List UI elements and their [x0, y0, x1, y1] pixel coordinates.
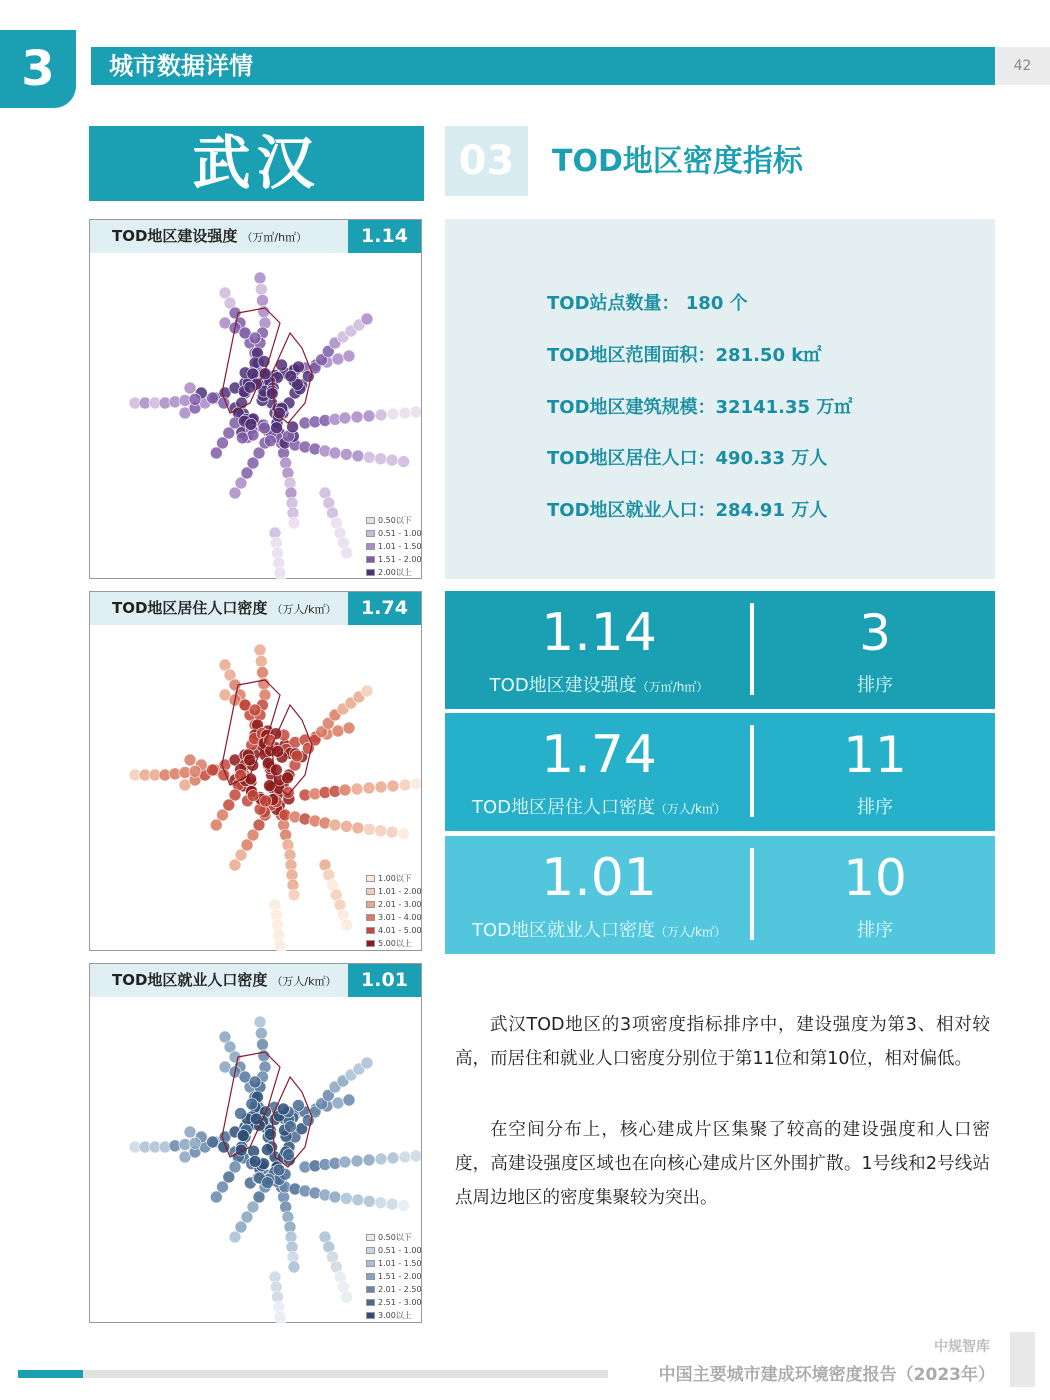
panel-title	[90, 220, 348, 253]
legend-swatch	[366, 914, 375, 921]
legend-label: 1.01 - 1.50	[378, 542, 422, 551]
metric-unit: （万人/k㎡）	[655, 802, 727, 816]
station-catchment	[237, 1130, 249, 1142]
legend-swatch	[366, 517, 375, 524]
legend-label: 0.50以下	[378, 1233, 412, 1242]
station-catchment	[352, 1194, 364, 1206]
map-legend	[366, 514, 422, 579]
metric-rank-label: 排序	[857, 797, 893, 818]
metric-value: 1.74	[541, 725, 657, 785]
metric-rank: 11	[843, 726, 907, 784]
station-catchment	[282, 772, 294, 784]
legend-item	[366, 540, 422, 553]
station-catchment	[351, 783, 363, 795]
legend-swatch	[366, 569, 375, 576]
station-catchment	[340, 820, 352, 832]
station-catchment	[329, 1191, 341, 1203]
section-number-badge: 3	[0, 30, 76, 108]
legend-label: 5.00以上	[378, 939, 412, 948]
legend-swatch	[366, 875, 375, 882]
legend-item	[366, 872, 422, 885]
stat-area: TOD地区范围面积：281.50 k㎡	[547, 345, 822, 366]
legend-item	[366, 1270, 422, 1283]
legend-item	[366, 885, 422, 898]
station-catchment	[375, 453, 387, 465]
legend-label: 3.00以上	[378, 1311, 412, 1320]
map-legend	[366, 1231, 422, 1322]
stat-floor-area: TOD地区建筑规模：32141.35 万㎡	[547, 397, 853, 418]
station-catchment	[189, 393, 201, 405]
station-catchment	[361, 313, 373, 325]
legend-label: 2.01 - 3.00	[378, 900, 422, 909]
station-catchment	[398, 1200, 410, 1212]
legend-item	[366, 924, 422, 937]
station-catchment	[339, 1156, 351, 1168]
legend-swatch	[366, 888, 375, 895]
station-catchment	[247, 429, 259, 441]
station-catchment	[288, 889, 300, 901]
legend-item	[366, 937, 422, 950]
station-catchment	[375, 1197, 387, 1209]
metric-rank-label: 排序	[857, 675, 893, 696]
legend-label: 2.51 - 3.00	[378, 1298, 422, 1307]
legend-label: 4.01 - 5.00	[378, 926, 422, 935]
metric-divider	[750, 848, 754, 940]
panel-title-text: TOD地区建设强度	[112, 227, 238, 245]
legend-swatch	[366, 556, 375, 563]
panel-value: 1.14	[348, 220, 421, 253]
station-catchment	[386, 1198, 398, 1210]
metric-rank: 3	[859, 604, 891, 662]
metric-value: 1.01	[541, 848, 657, 908]
station-catchment	[410, 1150, 421, 1162]
station-catchment	[262, 1177, 274, 1189]
station-catchment	[247, 790, 259, 802]
station-catchment	[332, 353, 344, 365]
station-catchment	[271, 422, 283, 434]
legend-item	[366, 1309, 422, 1322]
station-catchment	[270, 764, 282, 776]
legend-label: 2.01 - 2.50	[378, 1285, 422, 1294]
metric-label	[445, 671, 753, 697]
station-catchment	[341, 919, 353, 931]
legend-swatch	[366, 530, 375, 537]
station-catchment	[264, 1128, 276, 1140]
metric-unit: （万人/k㎡）	[655, 925, 727, 939]
station-catchment	[398, 828, 410, 840]
station-catchment	[285, 1121, 297, 1133]
legend-item	[366, 553, 422, 566]
station-catchment	[207, 392, 219, 404]
panel-title	[90, 592, 348, 625]
station-catchment	[255, 655, 267, 667]
station-catchment	[332, 1097, 344, 1109]
station-catchment	[210, 819, 222, 831]
station-catchment	[386, 454, 398, 466]
station-catchment	[351, 1155, 363, 1167]
station-catchment	[207, 764, 219, 776]
stats-box	[445, 219, 995, 579]
station-catchment	[351, 411, 363, 423]
legend-swatch	[366, 927, 375, 934]
metric-rank-label: 排序	[857, 920, 893, 941]
legend-item	[366, 527, 422, 540]
panel-unit: （万人/k㎡）	[271, 975, 337, 988]
stat-station-count: TOD站点数量： 180 个	[547, 293, 748, 314]
legend-item	[366, 1257, 422, 1270]
station-catchment	[343, 1094, 355, 1106]
station-catchment	[288, 1261, 300, 1273]
station-catchment	[235, 1144, 247, 1156]
station-catchment	[254, 1016, 266, 1028]
legend-swatch	[366, 1286, 375, 1293]
legend-label: 1.51 - 2.00	[378, 555, 422, 564]
legend-label: 2.00以上	[378, 568, 412, 577]
paragraph-spatial: 在空间分布上，核心建成片区集聚了较高的建设强度和人口密度，高建设强度区域也在向核心建成片区外围扩散。1号线和2号线站点周边地区的密度集聚较为突出。	[455, 1120, 990, 1208]
legend-label: 1.01 - 1.50	[378, 1259, 422, 1268]
station-catchment	[254, 272, 266, 284]
legend-item	[366, 911, 422, 924]
station-catchment	[257, 1039, 269, 1051]
page-subtitle: TOD地区密度指标	[552, 144, 803, 179]
station-catchment	[255, 1027, 267, 1039]
station-catchment	[387, 1152, 399, 1164]
station-catchment	[273, 1164, 285, 1176]
legend-label: 0.50以下	[378, 516, 412, 525]
legend-swatch	[366, 1234, 375, 1241]
legend-swatch	[366, 1312, 375, 1319]
station-catchment	[249, 1076, 261, 1088]
station-catchment	[184, 754, 196, 766]
station-catchment	[235, 1108, 247, 1120]
station-catchment	[288, 517, 300, 529]
legend-label: 0.51 - 1.00	[378, 529, 422, 538]
station-catchment	[361, 1057, 373, 1069]
station-catchment	[184, 1126, 196, 1138]
station-catchment	[210, 447, 222, 459]
station-catchment	[340, 1192, 352, 1204]
legend-label: 1.00以下	[378, 874, 412, 883]
metric-label-text: TOD地区就业人口密度	[471, 920, 656, 941]
panel-title-text: TOD地区居住人口密度	[112, 599, 268, 617]
station-catchment	[340, 448, 352, 460]
legend-item	[366, 566, 422, 579]
legend-label: 1.01 - 2.00	[378, 887, 422, 896]
metric-divider	[750, 603, 754, 695]
station-catchment	[410, 778, 421, 790]
station-catchment	[291, 750, 303, 762]
panel-value: 1.01	[348, 964, 421, 997]
paragraph-ranking: 武汉TOD地区的3项密度指标排序中，建设强度为第3、相对较高，而居住和就业人口密度分别位于第11位和第10位，相对偏低。	[455, 1015, 990, 1069]
legend-swatch	[366, 543, 375, 550]
stat-employment-population: TOD地区就业人口：284.91 万人	[547, 500, 828, 521]
station-catchment	[361, 685, 373, 697]
legend-item	[366, 1231, 422, 1244]
metric-label	[445, 793, 753, 819]
station-catchment	[363, 823, 375, 835]
station-catchment	[260, 795, 272, 807]
station-catchment	[184, 382, 196, 394]
station-catchment	[341, 547, 353, 559]
footer-line	[18, 1370, 608, 1378]
metric-rank: 10	[843, 849, 907, 907]
station-catchment	[399, 407, 411, 419]
legend-swatch	[366, 1260, 375, 1267]
station-catchment	[339, 412, 351, 424]
station-catchment	[244, 381, 256, 393]
stat-resident-population: TOD地区居住人口：490.33 万人	[547, 448, 828, 469]
metric-label-text: TOD地区居住人口密度	[471, 797, 656, 818]
station-catchment	[264, 435, 276, 447]
station-catchment	[375, 1153, 387, 1165]
station-catchment	[352, 450, 364, 462]
metric-construction-intensity	[445, 591, 995, 709]
station-catchment	[410, 406, 421, 418]
station-catchment	[343, 722, 355, 734]
metric-unit: （万㎡/h㎡）	[636, 680, 709, 694]
page-number: 42	[995, 47, 1050, 85]
station-catchment	[399, 1151, 411, 1163]
legend-swatch	[366, 901, 375, 908]
footer-brand: 中规智库	[934, 1339, 990, 1355]
map-panel-employment-density	[89, 963, 422, 1323]
legend-item	[366, 514, 422, 527]
panel-value: 1.74	[348, 592, 421, 625]
station-catchment	[329, 447, 341, 459]
metric-label-text: TOD地区建设强度	[489, 675, 637, 696]
legend-item	[366, 1283, 422, 1296]
station-catchment	[264, 780, 276, 792]
metric-residential-density	[445, 713, 995, 831]
legend-item	[366, 1244, 422, 1257]
station-catchment	[398, 456, 410, 468]
metric-label	[445, 916, 753, 942]
station-catchment	[363, 410, 375, 422]
station-catchment	[341, 1291, 353, 1303]
panel-title	[90, 964, 348, 997]
footer-tab	[1010, 1332, 1035, 1387]
station-catchment	[258, 422, 270, 434]
station-catchment	[277, 1103, 289, 1115]
station-catchment	[332, 725, 344, 737]
station-catchment	[387, 780, 399, 792]
station-catchment	[255, 283, 267, 295]
station-catchment	[249, 332, 261, 344]
legend-swatch	[366, 1247, 375, 1254]
station-catchment	[249, 704, 261, 716]
legend-swatch	[366, 940, 375, 947]
station-catchment	[189, 1137, 201, 1149]
section-index: 03	[445, 126, 528, 196]
station-catchment	[257, 667, 269, 679]
station-catchment	[386, 826, 398, 838]
station-catchment	[244, 754, 256, 766]
panel-unit: （万人/k㎡）	[271, 603, 337, 616]
station-catchment	[293, 361, 305, 373]
footer-line-accent	[18, 1370, 83, 1378]
station-catchment	[261, 1144, 273, 1156]
map-panel-residential-density	[89, 591, 422, 951]
station-catchment	[246, 1098, 258, 1110]
station-catchment	[363, 1195, 375, 1207]
legend-label: 3.01 - 4.00	[378, 913, 422, 922]
legend-label: 1.51 - 2.00	[378, 1272, 422, 1281]
metric-employment-density	[445, 836, 995, 954]
station-catchment	[375, 409, 387, 421]
section-title-bar: 城市数据详情	[91, 47, 995, 85]
station-catchment	[207, 1136, 219, 1148]
station-catchment	[363, 1154, 375, 1166]
map-legend	[366, 872, 422, 950]
station-catchment	[363, 782, 375, 794]
map-panel-construction-intensity	[89, 219, 422, 579]
legend-swatch	[366, 1299, 375, 1306]
legend-item	[366, 898, 422, 911]
station-catchment	[236, 432, 248, 444]
city-name: 武汉	[89, 126, 424, 201]
station-catchment	[387, 408, 399, 420]
station-catchment	[245, 418, 257, 430]
station-catchment	[257, 295, 269, 307]
station-catchment	[272, 745, 284, 757]
metric-value: 1.14	[541, 603, 657, 663]
station-catchment	[210, 1191, 222, 1203]
station-catchment	[352, 822, 364, 834]
station-catchment	[343, 350, 355, 362]
panel-title-text: TOD地区就业人口密度	[112, 971, 268, 989]
station-catchment	[266, 388, 278, 400]
station-catchment	[249, 1155, 261, 1167]
station-catchment	[254, 644, 266, 656]
station-catchment	[189, 765, 201, 777]
station-catchment	[283, 1149, 295, 1161]
station-catchment	[399, 779, 411, 791]
legend-swatch	[366, 1273, 375, 1280]
station-catchment	[363, 451, 375, 463]
legend-label: 0.51 - 1.00	[378, 1246, 422, 1255]
legend-item	[366, 1296, 422, 1309]
metric-divider	[750, 725, 754, 817]
station-catchment	[375, 781, 387, 793]
station-catchment	[329, 819, 341, 831]
footer-report-title: 中国主要城市建成环境密度报告（2023年）	[658, 1365, 995, 1385]
station-catchment	[375, 825, 387, 837]
station-catchment	[339, 784, 351, 796]
panel-unit: （万㎡/h㎡）	[241, 231, 308, 244]
